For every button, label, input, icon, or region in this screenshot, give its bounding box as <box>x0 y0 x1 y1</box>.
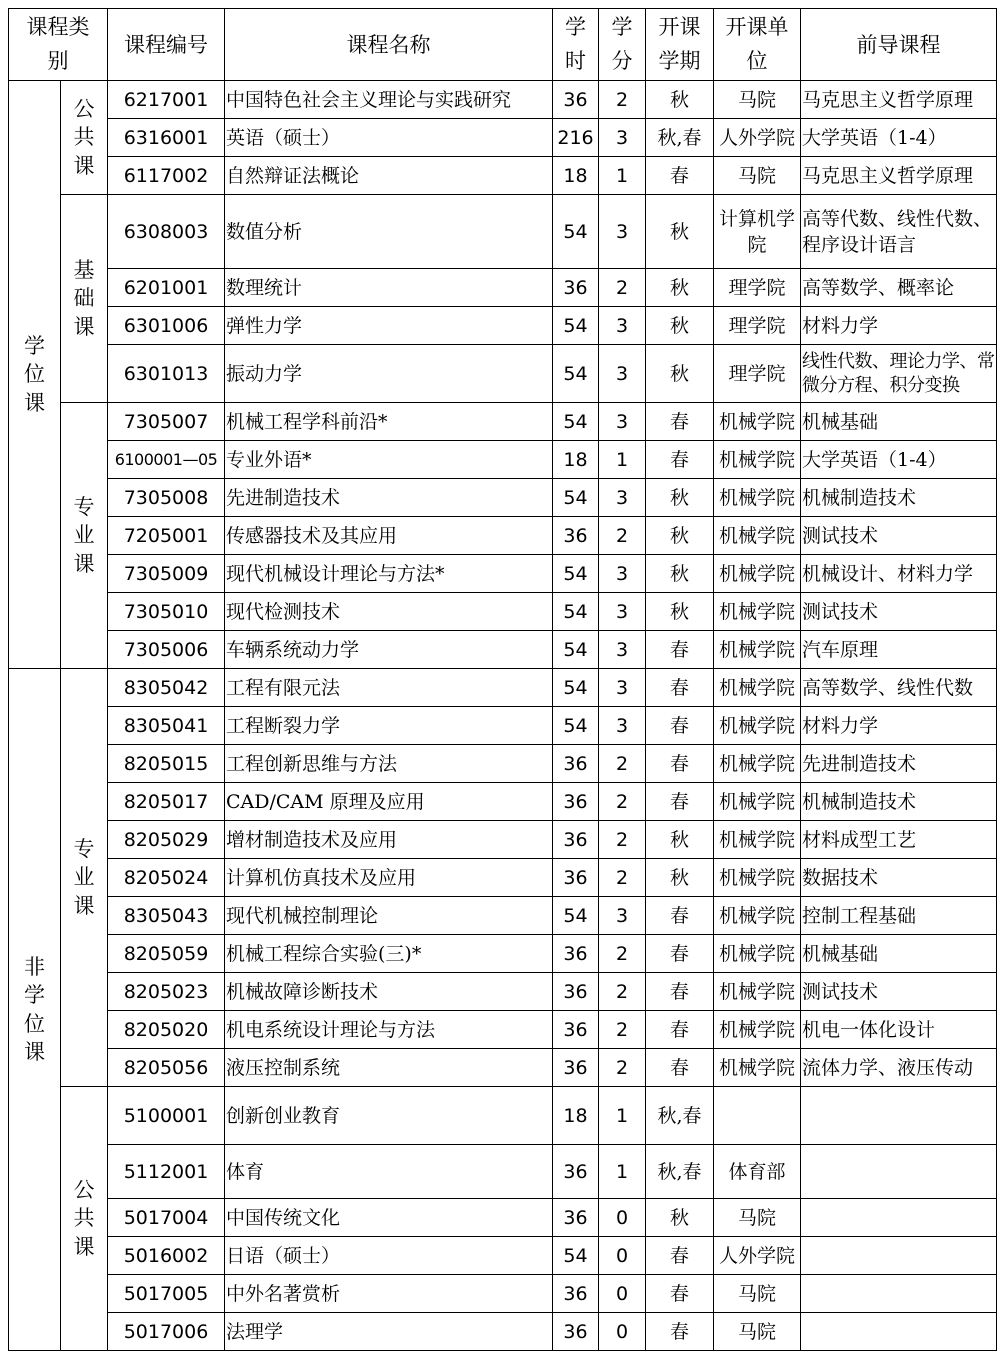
course-hours: 54 <box>553 403 599 441</box>
course-dept: 机械学院 <box>714 783 801 821</box>
header-category: 课程类别 <box>9 9 108 81</box>
course-name: 专业外语* <box>225 441 553 479</box>
course-name: 数理统计 <box>225 269 553 307</box>
course-name: 计算机仿真技术及应用 <box>225 859 553 897</box>
course-hours: 36 <box>553 1011 599 1049</box>
course-code: 7305006 <box>108 631 225 669</box>
course-semester: 秋 <box>646 195 714 269</box>
course-dept: 机械学院 <box>714 479 801 517</box>
course-prereq: 高等代数、线性代数、程序设计语言 <box>801 195 997 269</box>
course-dept: 机械学院 <box>714 517 801 555</box>
course-hours: 54 <box>553 707 599 745</box>
course-semester: 秋 <box>646 269 714 307</box>
course-credits: 3 <box>599 345 646 403</box>
course-semester: 春 <box>646 935 714 973</box>
course-hours: 36 <box>553 973 599 1011</box>
course-credits: 3 <box>599 307 646 345</box>
course-prereq: 机械基础 <box>801 935 997 973</box>
course-prereq: 先进制造技术 <box>801 745 997 783</box>
course-prereq: 测试技术 <box>801 517 997 555</box>
table-row <box>9 307 997 345</box>
course-code: 8305042 <box>108 669 225 707</box>
course-prereq: 大学英语（1-4） <box>801 119 997 157</box>
course-code: 7305009 <box>108 555 225 593</box>
table-row <box>9 1087 997 1145</box>
course-prereq <box>801 1313 997 1351</box>
course-semester: 春 <box>646 157 714 195</box>
table-row <box>9 441 997 479</box>
course-dept: 马院 <box>714 1275 801 1313</box>
course-name: 法理学 <box>225 1313 553 1351</box>
table-row <box>9 157 997 195</box>
course-prereq: 材料力学 <box>801 707 997 745</box>
table-row <box>9 517 997 555</box>
course-dept: 机械学院 <box>714 745 801 783</box>
header-name: 课程名称 <box>225 9 553 81</box>
table-row <box>9 403 997 441</box>
course-name: 先进制造技术 <box>225 479 553 517</box>
course-code: 8205056 <box>108 1049 225 1087</box>
course-name: 英语（硕士） <box>225 119 553 157</box>
course-dept: 机械学院 <box>714 1049 801 1087</box>
course-credits: 3 <box>599 119 646 157</box>
course-dept: 人外学院 <box>714 119 801 157</box>
course-hours: 54 <box>553 631 599 669</box>
group-degree: 学位课 <box>9 81 61 669</box>
course-hours: 36 <box>553 269 599 307</box>
course-name: 车辆系统动力学 <box>225 631 553 669</box>
course-name: 弹性力学 <box>225 307 553 345</box>
course-hours: 54 <box>553 1237 599 1275</box>
course-code: 8205024 <box>108 859 225 897</box>
course-credits: 2 <box>599 745 646 783</box>
course-code: 5017006 <box>108 1313 225 1351</box>
course-credits: 2 <box>599 269 646 307</box>
course-credits: 2 <box>599 973 646 1011</box>
course-semester: 春 <box>646 1313 714 1351</box>
course-name: 日语（硕士） <box>225 1237 553 1275</box>
course-dept: 机械学院 <box>714 897 801 935</box>
course-hours: 36 <box>553 81 599 119</box>
course-name: 中外名著赏析 <box>225 1275 553 1313</box>
header-prereq: 前导课程 <box>801 9 997 81</box>
course-credits: 2 <box>599 1011 646 1049</box>
course-hours: 54 <box>553 345 599 403</box>
course-code: 6316001 <box>108 119 225 157</box>
course-credits: 2 <box>599 935 646 973</box>
course-hours: 54 <box>553 897 599 935</box>
course-code: 6217001 <box>108 81 225 119</box>
course-dept: 机械学院 <box>714 859 801 897</box>
course-hours: 18 <box>553 1087 599 1145</box>
table-row <box>9 897 997 935</box>
course-name: 振动力学 <box>225 345 553 403</box>
course-hours: 54 <box>553 593 599 631</box>
course-credits: 1 <box>599 441 646 479</box>
course-dept: 马院 <box>714 1199 801 1237</box>
course-hours: 54 <box>553 307 599 345</box>
course-semester: 春 <box>646 631 714 669</box>
course-prereq: 马克思主义哲学原理 <box>801 81 997 119</box>
course-semester: 秋 <box>646 345 714 403</box>
table-row <box>9 119 997 157</box>
course-dept: 机械学院 <box>714 669 801 707</box>
subgroup-basic: 基础课 <box>61 195 108 403</box>
course-credits: 2 <box>599 81 646 119</box>
course-semester: 秋 <box>646 517 714 555</box>
table-row <box>9 1237 997 1275</box>
course-credits: 3 <box>599 479 646 517</box>
course-prereq: 机械设计、材料力学 <box>801 555 997 593</box>
course-prereq: 汽车原理 <box>801 631 997 669</box>
course-prereq: 测试技术 <box>801 593 997 631</box>
table-row <box>9 269 997 307</box>
course-name: 现代检测技术 <box>225 593 553 631</box>
course-code: 6100001—05 <box>108 441 225 479</box>
course-credits: 3 <box>599 593 646 631</box>
course-semester: 春 <box>646 441 714 479</box>
course-semester: 春 <box>646 973 714 1011</box>
course-semester: 春 <box>646 745 714 783</box>
course-code: 8205017 <box>108 783 225 821</box>
course-prereq: 流体力学、液压传动 <box>801 1049 997 1087</box>
course-prereq: 高等数学、线性代数 <box>801 669 997 707</box>
course-name: 自然辩证法概论 <box>225 157 553 195</box>
course-name: 现代机械设计理论与方法* <box>225 555 553 593</box>
course-dept: 机械学院 <box>714 631 801 669</box>
course-prereq <box>801 1275 997 1313</box>
table-row <box>9 707 997 745</box>
course-name: 工程断裂力学 <box>225 707 553 745</box>
course-credits: 2 <box>599 1049 646 1087</box>
course-dept <box>714 1087 801 1145</box>
course-hours: 36 <box>553 935 599 973</box>
course-hours: 36 <box>553 1049 599 1087</box>
table-row <box>9 345 997 403</box>
course-dept: 理学院 <box>714 345 801 403</box>
course-dept: 机械学院 <box>714 555 801 593</box>
course-hours: 36 <box>553 1275 599 1313</box>
course-dept: 机械学院 <box>714 593 801 631</box>
course-credits: 1 <box>599 1145 646 1199</box>
table-row <box>9 1145 997 1199</box>
course-hours: 36 <box>553 783 599 821</box>
course-name: 数值分析 <box>225 195 553 269</box>
course-semester: 秋 <box>646 821 714 859</box>
course-code: 8205020 <box>108 1011 225 1049</box>
course-credits: 3 <box>599 669 646 707</box>
course-dept: 机械学院 <box>714 973 801 1011</box>
course-name: 工程创新思维与方法 <box>225 745 553 783</box>
table-row <box>9 631 997 669</box>
course-code: 5100001 <box>108 1087 225 1145</box>
course-code: 6117002 <box>108 157 225 195</box>
course-credits: 2 <box>599 517 646 555</box>
course-code: 7305007 <box>108 403 225 441</box>
course-semester: 春 <box>646 1237 714 1275</box>
course-prereq: 材料成型工艺 <box>801 821 997 859</box>
course-semester: 春 <box>646 1049 714 1087</box>
course-code: 5112001 <box>108 1145 225 1199</box>
course-hours: 216 <box>553 119 599 157</box>
course-semester: 秋,春 <box>646 1145 714 1199</box>
course-credits: 1 <box>599 157 646 195</box>
course-prereq <box>801 1087 997 1145</box>
course-dept: 人外学院 <box>714 1237 801 1275</box>
course-code: 5017005 <box>108 1275 225 1313</box>
course-credits: 3 <box>599 195 646 269</box>
course-credits: 0 <box>599 1275 646 1313</box>
course-name: 传感器技术及其应用 <box>225 517 553 555</box>
subgroup-public-2: 公共课 <box>61 1087 108 1351</box>
course-prereq <box>801 1199 997 1237</box>
table-row <box>9 1049 997 1087</box>
course-name: 现代机械控制理论 <box>225 897 553 935</box>
course-dept: 理学院 <box>714 269 801 307</box>
course-code: 8205015 <box>108 745 225 783</box>
course-code: 7305008 <box>108 479 225 517</box>
course-credits: 3 <box>599 555 646 593</box>
course-name: 中国传统文化 <box>225 1199 553 1237</box>
table-row <box>9 1011 997 1049</box>
course-code: 8205059 <box>108 935 225 973</box>
table-row <box>9 555 997 593</box>
course-hours: 36 <box>553 821 599 859</box>
course-dept: 机械学院 <box>714 403 801 441</box>
course-dept: 马院 <box>714 1313 801 1351</box>
course-hours: 36 <box>553 745 599 783</box>
course-semester: 秋 <box>646 81 714 119</box>
subgroup-public-1: 公共课 <box>61 81 108 195</box>
group-nondegree: 非学位课 <box>9 669 61 1351</box>
course-name: 机械工程综合实验(三)* <box>225 935 553 973</box>
course-code: 6301013 <box>108 345 225 403</box>
course-semester: 秋,春 <box>646 119 714 157</box>
subgroup-major-1: 专业课 <box>61 403 108 669</box>
course-prereq: 机电一体化设计 <box>801 1011 997 1049</box>
course-name: 中国特色社会主义理论与实践研究 <box>225 81 553 119</box>
course-prereq: 大学英语（1-4） <box>801 441 997 479</box>
course-prereq: 线性代数、理论力学、常微分方程、积分变换 <box>801 345 997 403</box>
course-prereq <box>801 1145 997 1199</box>
course-credits: 2 <box>599 859 646 897</box>
table-row <box>9 973 997 1011</box>
course-hours: 36 <box>553 517 599 555</box>
course-prereq: 机械制造技术 <box>801 479 997 517</box>
subgroup-major-2: 专业课 <box>61 669 108 1087</box>
course-dept: 机械学院 <box>714 441 801 479</box>
course-dept: 马院 <box>714 157 801 195</box>
course-dept: 机械学院 <box>714 821 801 859</box>
course-code: 8205023 <box>108 973 225 1011</box>
table-row <box>9 859 997 897</box>
table-row <box>9 593 997 631</box>
header-credits: 学分 <box>599 9 646 81</box>
course-code: 5017004 <box>108 1199 225 1237</box>
header-row <box>9 9 997 81</box>
course-name: 工程有限元法 <box>225 669 553 707</box>
course-code: 7205001 <box>108 517 225 555</box>
course-dept: 机械学院 <box>714 1011 801 1049</box>
course-prereq: 马克思主义哲学原理 <box>801 157 997 195</box>
course-hours: 18 <box>553 157 599 195</box>
header-code: 课程编号 <box>108 9 225 81</box>
course-semester: 春 <box>646 783 714 821</box>
course-credits: 0 <box>599 1199 646 1237</box>
course-semester: 春 <box>646 1011 714 1049</box>
course-prereq <box>801 1237 997 1275</box>
course-credits: 2 <box>599 783 646 821</box>
course-name: 增材制造技术及应用 <box>225 821 553 859</box>
course-semester: 秋,春 <box>646 1087 714 1145</box>
course-semester: 春 <box>646 897 714 935</box>
course-name: 体育 <box>225 1145 553 1199</box>
course-code: 8305041 <box>108 707 225 745</box>
course-semester: 春 <box>646 1275 714 1313</box>
course-code: 6301006 <box>108 307 225 345</box>
course-credits: 2 <box>599 821 646 859</box>
course-prereq: 机械基础 <box>801 403 997 441</box>
header-semester: 开课学期 <box>646 9 714 81</box>
course-semester: 秋 <box>646 1199 714 1237</box>
course-name: 机电系统设计理论与方法 <box>225 1011 553 1049</box>
course-prereq: 测试技术 <box>801 973 997 1011</box>
course-dept: 机械学院 <box>714 707 801 745</box>
course-prereq: 控制工程基础 <box>801 897 997 935</box>
course-prereq: 数据技术 <box>801 859 997 897</box>
table-row <box>9 1199 997 1237</box>
course-code: 7305010 <box>108 593 225 631</box>
header-hours: 学时 <box>553 9 599 81</box>
course-semester: 春 <box>646 669 714 707</box>
course-hours: 54 <box>553 195 599 269</box>
course-name: CAD/CAM 原理及应用 <box>225 783 553 821</box>
table-row <box>9 669 997 707</box>
course-code: 5016002 <box>108 1237 225 1275</box>
table-row <box>9 1275 997 1313</box>
course-credits: 3 <box>599 403 646 441</box>
table-row <box>9 783 997 821</box>
course-semester: 秋 <box>646 593 714 631</box>
course-code: 8305043 <box>108 897 225 935</box>
course-hours: 36 <box>553 1145 599 1199</box>
course-hours: 36 <box>553 859 599 897</box>
course-prereq: 高等数学、概率论 <box>801 269 997 307</box>
course-semester: 秋 <box>646 859 714 897</box>
course-credits: 3 <box>599 897 646 935</box>
table-row <box>9 479 997 517</box>
course-semester: 春 <box>646 707 714 745</box>
course-credits: 0 <box>599 1313 646 1351</box>
course-prereq: 材料力学 <box>801 307 997 345</box>
course-name: 机械工程学科前沿* <box>225 403 553 441</box>
table-row <box>9 81 997 119</box>
course-code: 8205029 <box>108 821 225 859</box>
table-row <box>9 745 997 783</box>
course-code: 6308003 <box>108 195 225 269</box>
course-semester: 春 <box>646 403 714 441</box>
course-credits: 0 <box>599 1237 646 1275</box>
course-dept: 马院 <box>714 81 801 119</box>
course-dept: 计算机学院 <box>714 195 801 269</box>
course-semester: 秋 <box>646 555 714 593</box>
course-dept: 体育部 <box>714 1145 801 1199</box>
course-credits: 3 <box>599 707 646 745</box>
header-dept: 开课单位 <box>714 9 801 81</box>
course-name: 创新创业教育 <box>225 1087 553 1145</box>
table-row <box>9 821 997 859</box>
course-hours: 54 <box>553 555 599 593</box>
course-prereq: 机械制造技术 <box>801 783 997 821</box>
course-credits: 3 <box>599 631 646 669</box>
course-name: 液压控制系统 <box>225 1049 553 1087</box>
course-hours: 36 <box>553 1199 599 1237</box>
course-name: 机械故障诊断技术 <box>225 973 553 1011</box>
course-hours: 36 <box>553 1313 599 1351</box>
course-semester: 秋 <box>646 479 714 517</box>
table-row <box>9 935 997 973</box>
course-semester: 秋 <box>646 307 714 345</box>
course-table <box>8 8 997 1351</box>
course-hours: 54 <box>553 479 599 517</box>
course-dept: 理学院 <box>714 307 801 345</box>
course-code: 6201001 <box>108 269 225 307</box>
course-hours: 54 <box>553 669 599 707</box>
course-credits: 1 <box>599 1087 646 1145</box>
course-hours: 18 <box>553 441 599 479</box>
course-dept: 机械学院 <box>714 935 801 973</box>
table-row <box>9 1313 997 1351</box>
table-row <box>9 195 997 269</box>
